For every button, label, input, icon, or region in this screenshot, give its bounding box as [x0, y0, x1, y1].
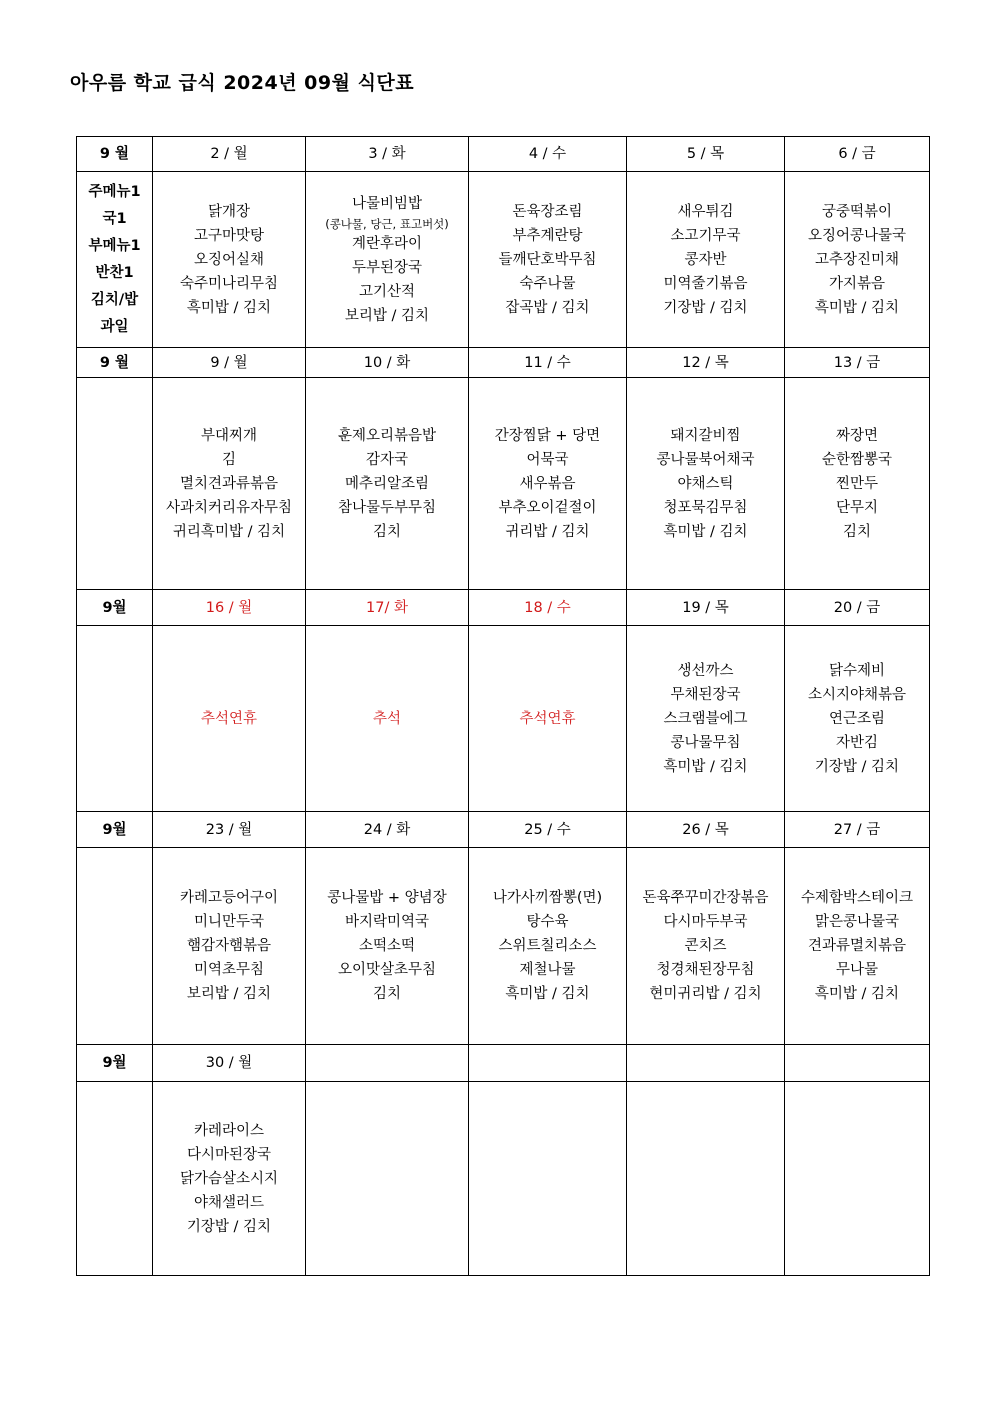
menu-item: 소시지야채볶음: [807, 686, 907, 703]
menu-item: 멸치견과류볶음: [179, 475, 279, 492]
day-date: 19 / 목: [627, 590, 785, 626]
category-cell: [77, 848, 153, 1045]
menu-item: 다시마된장국: [186, 1146, 272, 1163]
menu-row: [77, 378, 930, 590]
category-cell: [77, 172, 153, 348]
menu-item: 추석: [372, 710, 401, 727]
day-menu-cell: [627, 848, 785, 1045]
day-date: 3 / 화: [306, 137, 469, 172]
date-header-row: [77, 1045, 930, 1082]
day-date: 23 / 월: [153, 812, 306, 848]
menu-item: (콩나물, 당근, 표고버섯): [325, 216, 449, 231]
day-date: [785, 1045, 930, 1082]
menu-item: 바지락미역국: [344, 914, 430, 930]
date-header-row: [77, 348, 930, 378]
menu-row: [77, 626, 930, 812]
menu-item: 무나물: [835, 962, 879, 978]
day-menu-cell: [627, 172, 785, 348]
menu-item: 청포묵김무침: [663, 499, 748, 516]
menu-item: 귀리흑미밥 / 김치: [172, 523, 286, 540]
menu-item: 가지볶음: [828, 275, 886, 292]
page-title: 아우름 학교 급식 2024년 09월 식단표: [70, 72, 415, 94]
day-menu-cell: [469, 378, 627, 590]
menu-item: 궁중떡볶이: [821, 203, 893, 220]
month-label: 9월: [77, 812, 153, 848]
day-menu-cell: [627, 1082, 785, 1276]
menu-item: 들깨단호박무침: [498, 251, 597, 268]
menu-item: 기장밥 / 김치: [186, 1218, 272, 1235]
day-menu-cell: [469, 626, 627, 812]
category-cell: [77, 626, 153, 812]
menu-item: 소고기무국: [670, 227, 741, 244]
menu-item: 현미귀리밥 / 김치: [649, 986, 762, 1002]
menu-item: 스크램블에그: [663, 710, 748, 727]
menu-item: 오이맛살초무침: [337, 962, 437, 978]
menu-item: 콩자반: [684, 251, 727, 268]
date-header-row: [77, 590, 930, 626]
menu-item: 자반김: [835, 734, 879, 751]
menu-item: 스위트칠리소스: [498, 938, 597, 954]
menu-item: 야채샐러드: [193, 1194, 265, 1211]
menu-item: 콘치즈: [684, 938, 727, 954]
category-cell: [77, 378, 153, 590]
menu-item: 추석연휴: [200, 710, 258, 727]
menu-row: [77, 172, 930, 348]
menu-item: 돈육쭈꾸미간장볶음: [642, 890, 769, 906]
day-date: 30 / 월: [153, 1045, 306, 1082]
menu-item: 흑미밥 / 김치: [663, 523, 748, 540]
day-menu-cell: [306, 1082, 469, 1276]
month-label: 9 월: [77, 348, 153, 378]
day-menu-cell: [153, 1082, 306, 1276]
menu-item: 순한짬뽕국: [821, 451, 893, 468]
menu-item: 단무지: [835, 499, 879, 516]
menu-item: 계란후라이: [351, 235, 423, 252]
month-label: 9월: [77, 1045, 153, 1082]
menu-item: 돈육장조림: [512, 203, 583, 220]
menu-item: 숙주미나리무침: [179, 275, 279, 292]
day-date: 16 / 월: [153, 590, 306, 626]
menu-item: 두부된장국: [351, 259, 423, 276]
menu-row: [77, 848, 930, 1045]
menu-item: 흑미밥 / 김치: [505, 986, 590, 1002]
category-label: 과일: [100, 318, 129, 335]
day-date: 27 / 금: [785, 812, 930, 848]
day-date: 9 / 월: [153, 348, 306, 378]
menu-item: 고기산적: [358, 283, 416, 300]
menu-item: 추석연휴: [519, 710, 576, 727]
menu-item: 소떡소떡: [358, 938, 416, 954]
day-menu-cell: [306, 172, 469, 348]
day-menu-cell: [306, 378, 469, 590]
date-header-row: [77, 812, 930, 848]
menu-item: 김치: [372, 523, 401, 540]
menu-item: 카레라이스: [193, 1122, 265, 1139]
day-date: 24 / 화: [306, 812, 469, 848]
menu-item: 제철나물: [519, 962, 576, 978]
menu-item: 감자국: [365, 451, 409, 468]
menu-item: 수제함박스테이크: [800, 890, 914, 906]
day-date: 18 / 수: [469, 590, 627, 626]
category-label: 주메뉴1: [88, 183, 141, 200]
menu-item: 견과류멸치볶음: [807, 938, 907, 954]
menu-item: 다시마두부국: [663, 914, 748, 930]
day-menu-cell: [469, 1082, 627, 1276]
day-menu-cell: [306, 848, 469, 1045]
day-menu-cell: [627, 626, 785, 812]
category-cell: [77, 1082, 153, 1276]
menu-row: [77, 1082, 930, 1276]
menu-item: 흑미밥 / 김치: [663, 758, 748, 775]
menu-item: 미역초무침: [193, 962, 265, 978]
menu-item: 햄감자햄볶음: [186, 938, 272, 954]
menu-item: 생선까스: [677, 662, 734, 679]
day-menu-cell: [469, 172, 627, 348]
menu-item: 참나물두부무침: [337, 499, 437, 516]
category-label: 부메뉴1: [88, 237, 141, 254]
menu-item: 짜장면: [835, 427, 879, 444]
day-menu-cell: [785, 848, 930, 1045]
day-menu-cell: [153, 848, 306, 1045]
day-date: 6 / 금: [785, 137, 930, 172]
menu-item: 흑미밥 / 김치: [186, 299, 272, 316]
menu-item: 고구마맛탕: [193, 227, 265, 244]
menu-item: 흑미밥 / 김치: [814, 299, 900, 316]
menu-item: 돼지갈비찜: [670, 427, 741, 444]
menu-item: 숙주나물: [519, 275, 576, 292]
day-date: 12 / 목: [627, 348, 785, 378]
day-menu-cell: [785, 626, 930, 812]
menu-item: 어묵국: [526, 451, 569, 468]
menu-item: 김치: [842, 523, 871, 540]
menu-item: 김: [221, 451, 236, 468]
menu-item: 김치: [372, 986, 401, 1002]
day-date: 10 / 화: [306, 348, 469, 378]
day-date: 11 / 수: [469, 348, 627, 378]
menu-item: 닭수제비: [828, 662, 886, 679]
day-menu-cell: [306, 626, 469, 812]
menu-item: 보리밥 / 김치: [186, 986, 272, 1002]
menu-item: 간장찜닭 + 당면: [494, 427, 601, 444]
category-label: 반찬1: [95, 264, 134, 281]
day-menu-cell: [469, 848, 627, 1045]
category-label: 김치/밥: [90, 291, 139, 308]
menu-item: 나가사끼짬뽕(면): [492, 890, 603, 906]
day-date: [627, 1045, 785, 1082]
menu-item: 찐만두: [835, 475, 879, 492]
menu-item: 새우볶음: [519, 475, 576, 492]
menu-item: 연근조림: [828, 710, 886, 727]
menu-item: 닭개장: [207, 203, 251, 220]
month-label: 9월: [77, 590, 153, 626]
menu-item: 닭가슴살소시지: [179, 1170, 279, 1187]
menu-item: 콩나물북어채국: [656, 451, 755, 468]
menu-item: 콩나물무침: [670, 734, 741, 751]
menu-item: 청경채된장무침: [656, 962, 755, 978]
day-date: [469, 1045, 627, 1082]
day-date: 4 / 수: [469, 137, 627, 172]
day-date: 2 / 월: [153, 137, 306, 172]
day-date: 13 / 금: [785, 348, 930, 378]
menu-item: 고추장진미채: [814, 251, 900, 268]
menu-item: 야채스틱: [677, 475, 734, 492]
menu-item: 메추리알조림: [344, 475, 430, 492]
menu-item: 사과치커리유자무침: [165, 499, 293, 516]
day-date: 17/ 화: [306, 590, 469, 626]
meal-table: [76, 136, 930, 1276]
day-menu-cell: [153, 172, 306, 348]
menu-item: 오징어콩나물국: [807, 227, 907, 244]
menu-item: 부추오이겉절이: [498, 499, 597, 516]
day-date: 20 / 금: [785, 590, 930, 626]
menu-item: 콩나물밥 + 양념장: [327, 890, 447, 906]
menu-item: 미역줄기볶음: [663, 275, 748, 292]
menu-item: 부추계란탕: [512, 227, 583, 244]
menu-item: 카레고등어구이: [179, 890, 279, 906]
menu-item: 나물비빔밥: [351, 195, 423, 212]
day-date: 26 / 목: [627, 812, 785, 848]
day-menu-cell: [785, 172, 930, 348]
day-menu-cell: [153, 378, 306, 590]
menu-item: 부대찌개: [200, 427, 258, 444]
menu-item: 잡곡밥 / 김치: [505, 299, 590, 316]
day-date: 25 / 수: [469, 812, 627, 848]
date-header-row: [77, 137, 930, 172]
menu-item: 흑미밥 / 김치: [814, 986, 900, 1002]
menu-item: 귀리밥 / 김치: [505, 523, 590, 540]
menu-item: 보리밥 / 김치: [344, 307, 430, 324]
category-label: 국1: [102, 210, 127, 227]
month-label: 9 월: [77, 137, 153, 172]
menu-item: 새우튀김: [677, 203, 734, 220]
menu-item: 오징어실채: [193, 251, 265, 268]
menu-item: 기장밥 / 김치: [663, 299, 748, 316]
menu-item: 훈제오리볶음밥: [337, 427, 437, 444]
day-menu-cell: [627, 378, 785, 590]
menu-item: 무채된장국: [670, 686, 741, 703]
day-date: [306, 1045, 469, 1082]
day-menu-cell: [785, 378, 930, 590]
day-menu-cell: [153, 626, 306, 812]
menu-item: 탕수육: [526, 914, 569, 930]
day-menu-cell: [785, 1082, 930, 1276]
menu-item: 기장밥 / 김치: [814, 758, 900, 775]
menu-item: 맑은콩나물국: [814, 914, 900, 930]
menu-item: 미니만두국: [193, 914, 265, 930]
day-date: 5 / 목: [627, 137, 785, 172]
